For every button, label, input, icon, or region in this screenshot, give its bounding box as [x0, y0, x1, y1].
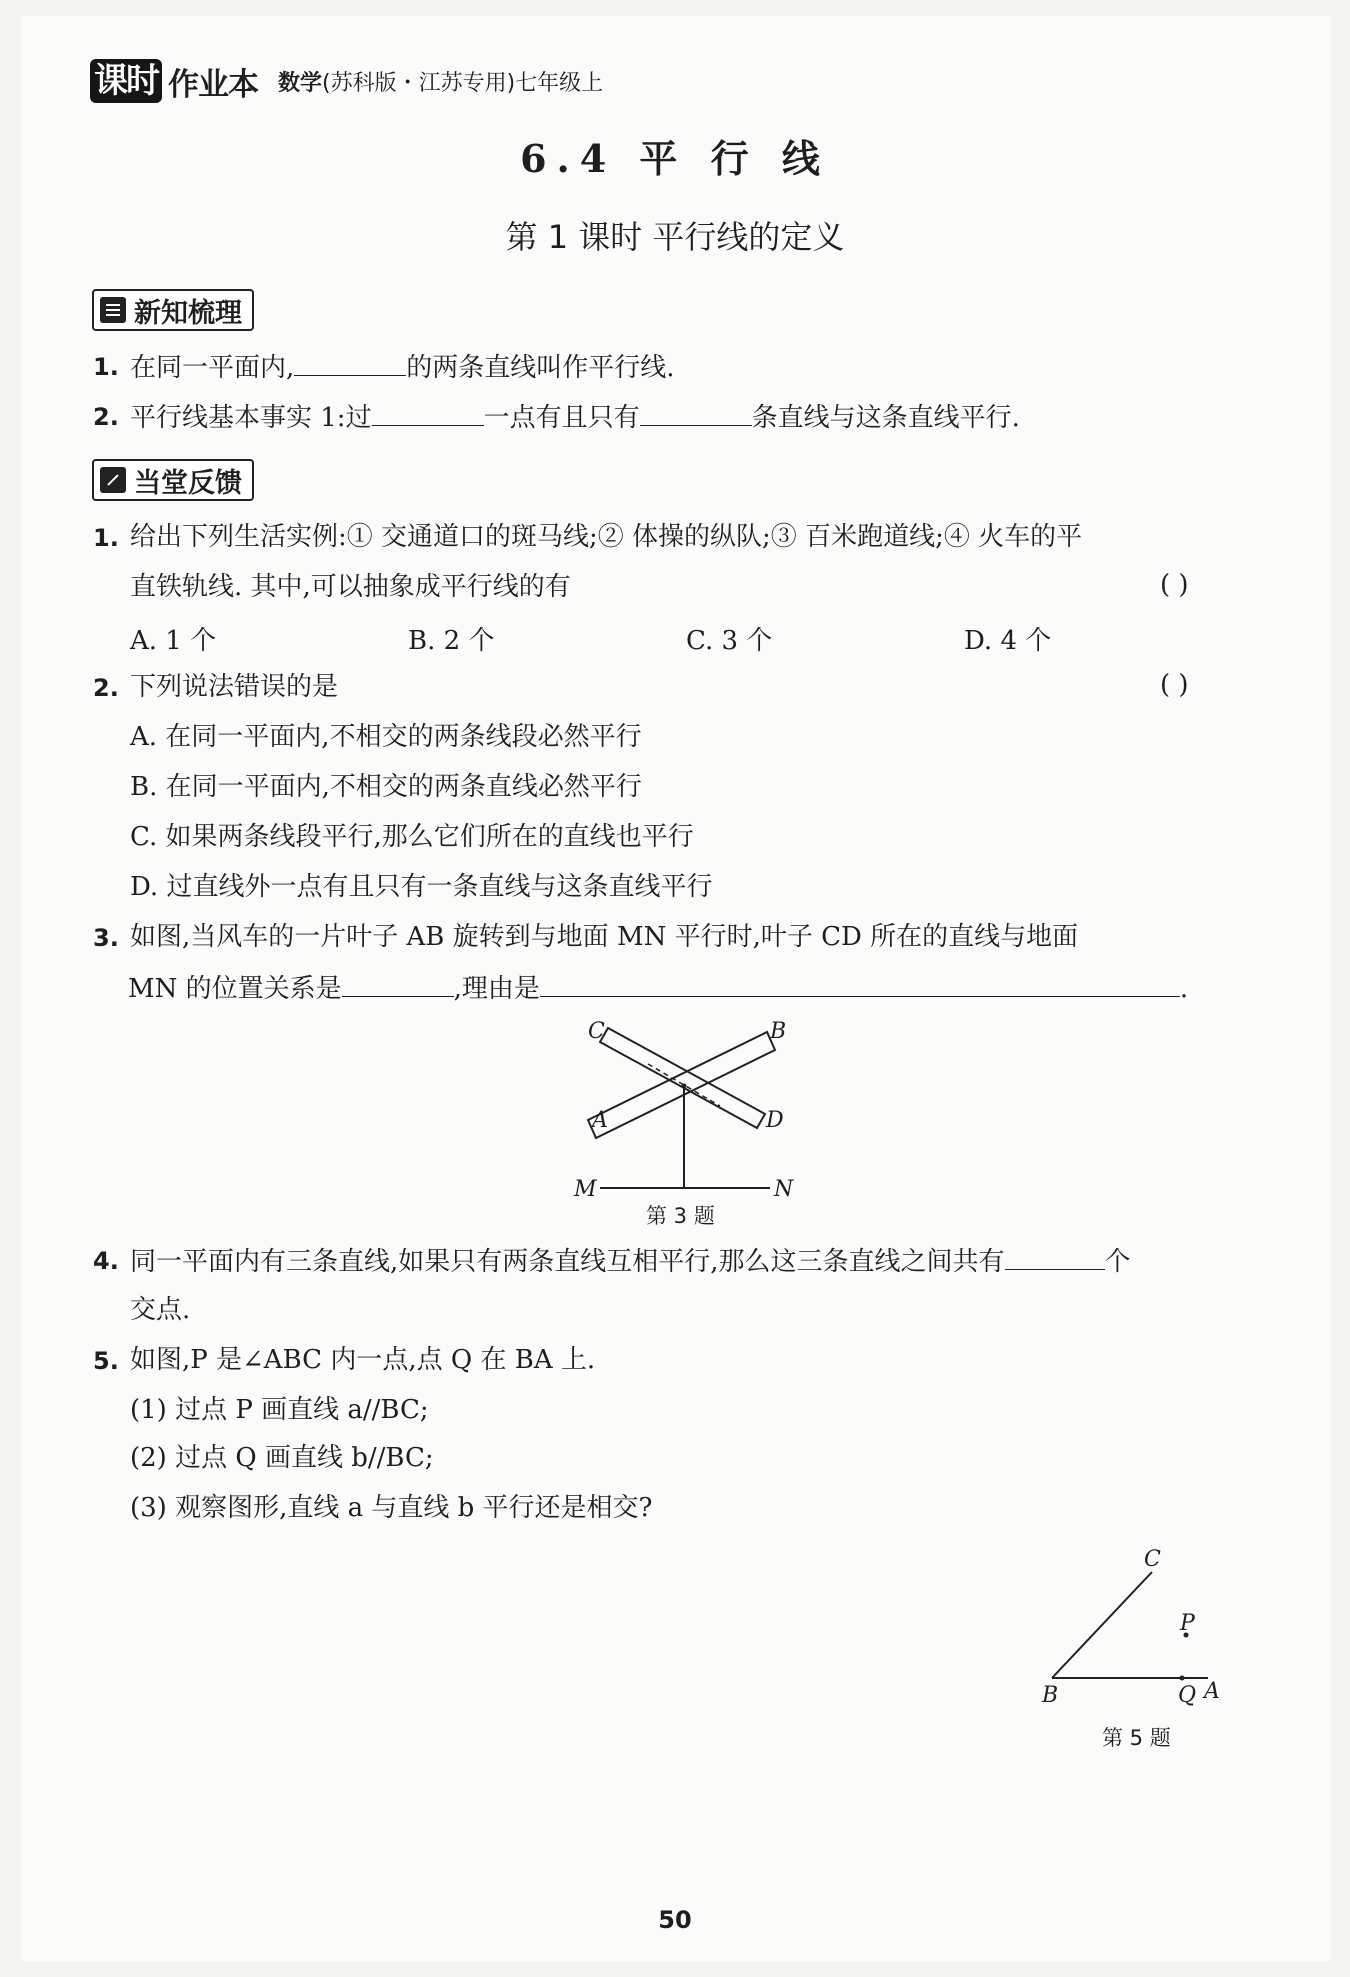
- lesson-subtitle: 第 1 课时 平行线的定义: [505, 218, 845, 256]
- q3-number: 3.: [93, 924, 119, 952]
- book-icon: [100, 297, 126, 323]
- q1-option-d: D. 4 个: [964, 626, 1052, 656]
- q2-option-d: D. 过直线外一点有且只有一条直线与这条直线平行: [130, 872, 713, 902]
- label-q: Q: [1178, 1683, 1197, 1708]
- q3-line1: 如图,当风车的一片叶子 AB 旋转到与地面 MN 平行时,叶子 CD 所在的直线与地面: [130, 922, 1079, 952]
- ray-bc: [1052, 1572, 1152, 1678]
- answer-blank[interactable]: [372, 399, 484, 426]
- brand-logo: 课时: [90, 59, 162, 103]
- answer-blank[interactable]: [1005, 1243, 1105, 1270]
- blade-cd: [600, 1028, 765, 1128]
- q5-stem: 如图,P 是∠ABC 内一点,点 Q 在 BA 上.: [130, 1345, 596, 1375]
- q4-line2: 交点.: [130, 1295, 191, 1325]
- q5-part-2: (2) 过点 Q 画直线 b//BC;: [130, 1443, 434, 1473]
- q2-stem: 下列说法错误的是: [130, 672, 339, 702]
- pencil-icon: [100, 467, 126, 493]
- q2-option-a: A. 在同一平面内,不相交的两条线段必然平行: [130, 722, 642, 752]
- q2-option-c: C. 如果两条线段平行,那么它们所在的直线也平行: [130, 822, 694, 852]
- knowledge-1: 在同一平面内, 的两条直线叫作平行线.: [130, 349, 675, 385]
- q3-line2: MN 的位置关系是 ,理由是 .: [128, 970, 1188, 1006]
- section-new-knowledge: [92, 289, 254, 331]
- q1-answer-paren[interactable]: ( ): [1160, 570, 1189, 600]
- q1-option-a: A. 1 个: [130, 626, 217, 656]
- label-m: M: [574, 1177, 597, 1202]
- answer-blank[interactable]: [640, 399, 752, 426]
- knowledge-2-number: 2.: [93, 403, 119, 431]
- page-title: 6.4 平 行 线: [520, 136, 830, 181]
- header-subject: [278, 66, 603, 97]
- brand-name: 作业本: [168, 66, 258, 103]
- q5-caption: 第 5 题: [1102, 1726, 1171, 1750]
- label-c: C: [1144, 1547, 1161, 1572]
- label-d: D: [766, 1108, 784, 1133]
- label-c: C: [588, 1020, 605, 1044]
- q5-number: 5.: [93, 1347, 119, 1375]
- q5-part-3: (3) 观察图形,直线 a 与直线 b 平行还是相交?: [130, 1493, 653, 1523]
- answer-blank[interactable]: [342, 970, 454, 997]
- label-n: N: [774, 1177, 794, 1202]
- section-feedback: [92, 459, 254, 501]
- windmill-figure: [570, 1020, 810, 1210]
- answer-blank[interactable]: [540, 970, 1180, 997]
- q1-number: 1.: [93, 524, 119, 552]
- q2-option-b: B. 在同一平面内,不相交的两条直线必然平行: [130, 772, 642, 802]
- label-a: A: [592, 1108, 608, 1133]
- q5-part-1: (1) 过点 P 画直线 a//BC;: [130, 1395, 429, 1425]
- header: [90, 58, 603, 104]
- knowledge-2: 平行线基本事实 1:过 一点有且只有 条直线与这条直线平行.: [130, 399, 1020, 435]
- q1-line1: 给出下列生活实例:① 交通道口的斑马线;② 体操的纵队;③ 百米跑道线;④ 火车的平: [130, 522, 1083, 552]
- subject-label: 数学: [278, 70, 323, 96]
- section-label: 当堂反馈: [134, 467, 242, 499]
- label-a: A: [1204, 1679, 1220, 1704]
- q3-caption: 第 3 题: [646, 1204, 715, 1228]
- point-q: [1180, 1676, 1185, 1681]
- q1-line2: 直铁轨线. 其中,可以抽象成平行线的有: [130, 572, 571, 602]
- label-b: B: [770, 1020, 787, 1044]
- label-p: P: [1180, 1611, 1195, 1636]
- q4-number: 4.: [93, 1247, 119, 1275]
- angle-figure: [1030, 1540, 1250, 1720]
- knowledge-1-number: 1.: [93, 353, 119, 381]
- q1-option-b: B. 2 个: [408, 626, 495, 656]
- answer-blank[interactable]: [294, 349, 406, 376]
- q2-answer-paren[interactable]: ( ): [1160, 670, 1189, 700]
- q1-option-c: C. 3 个: [686, 626, 773, 656]
- q4-line1: 同一平面内有三条直线,如果只有两条直线互相平行,那么这三条直线之间共有 个: [130, 1243, 1131, 1279]
- page-number: 50: [658, 1906, 692, 1934]
- label-b: B: [1042, 1683, 1059, 1708]
- edition-label: (苏科版・江苏专用)七年级上: [322, 70, 604, 96]
- q2-number: 2.: [93, 674, 119, 702]
- section-label: 新知梳理: [134, 297, 242, 329]
